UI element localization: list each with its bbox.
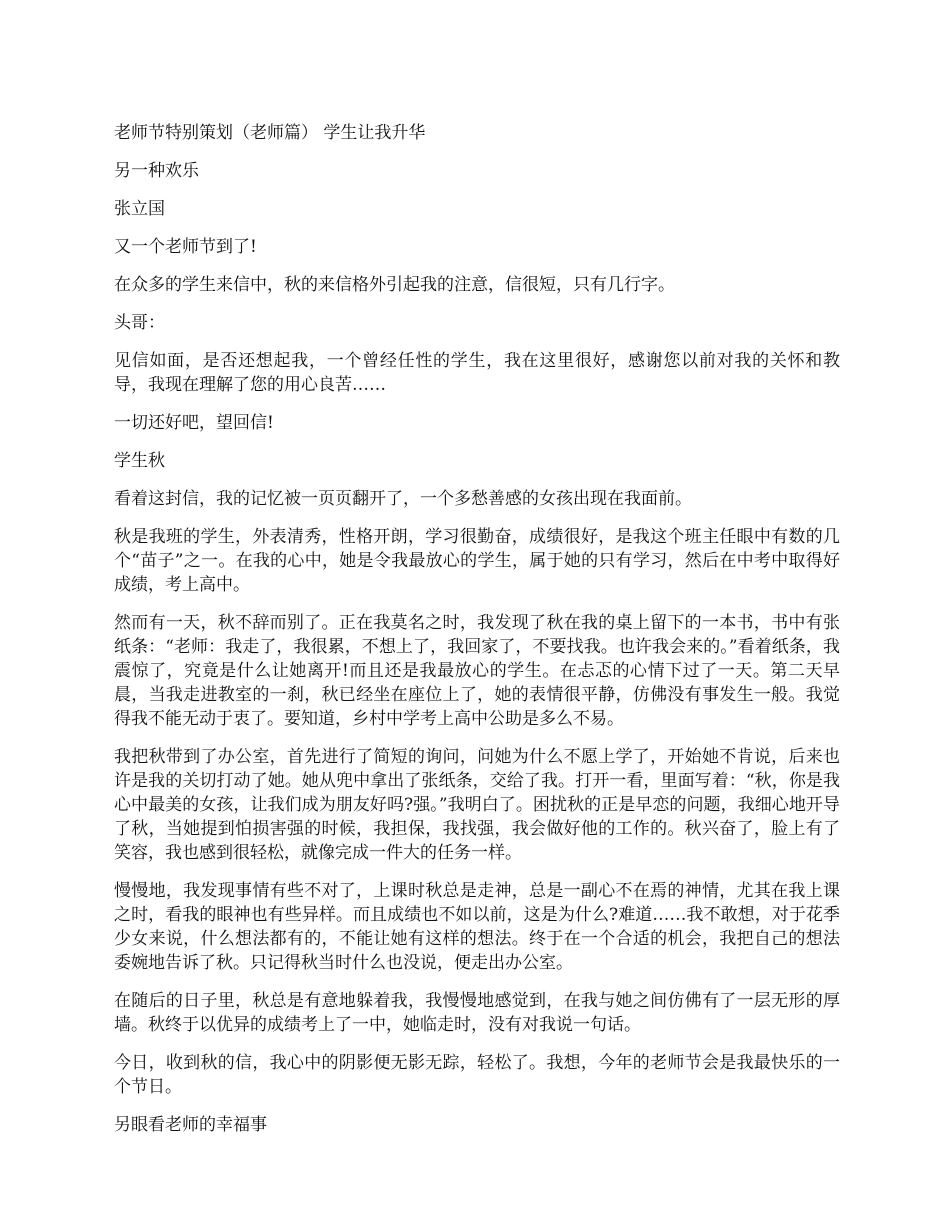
- paragraph: 秋是我班的学生，外表清秀，性格开朗，学习很勤奋，成绩很好，是我这个班主任眼中有数的几个“苗子”之一。在我的心中，她是令我最放心的学生，属于她的只有学习，然后在中考中取得好成绩，考上高中。: [114, 527, 840, 595]
- paragraph: 在随后的日子里，秋总是有意地躲着我，我慢慢地感觉到，在我与她之间仿佛有了一层无形的厚墙。秋终于以优异的成绩考上了一中，她临走时，没有对我说一句话。: [114, 991, 840, 1035]
- letter-signature: 学生秋: [114, 451, 165, 471]
- document-body: [114, 121, 840, 1151]
- article-author: 张立国: [114, 199, 165, 219]
- article-subtitle: 另一种欢乐: [114, 161, 199, 181]
- paragraph: 慢慢地，我发现事情有些不对了，上课时秋总是走神，总是一副心不在焉的神情，尤其在我上课之时，看我的眼神也有些异样。而且成绩也不如以前，这是为什么?难道……我不敢想，对于花季少女来说，什么想法都有的，不能让她有这样的想法。终于在一个合适的机会，我把自己的想法委婉地告诉了秋。只记得秋当时什么也没说，便走出办公室。: [114, 881, 840, 973]
- paragraph: 今日，收到秋的信，我心中的阴影便无影无踪，轻松了。我想，今年的老师节会是我最快乐的一个节日。: [114, 1053, 840, 1097]
- letter-body: 见信如面，是否还想起我，一个曾经任性的学生，我在这里很好，感谢您以前对我的关怀和教导，我现在理解了您的用心良苦……: [114, 351, 840, 395]
- article-title: 老师节特别策划（老师篇） 学生让我升华: [114, 123, 426, 143]
- paragraph: 然而有一天，秋不辞而别了。正在我莫名之时，我发现了秋在我的桌上留下的一本书，书中有张纸条：“老师：我走了，我很累，不想上了，我回家了，不要找我。也许我会来的。”看着纸条，我震惊了，究竟是什么让她离开!而且还是我最放心的学生。在忐忑的心情下过了一天。第二天早晨，当我走进教室的一刹，秋已经坐在座位上了，她的表情很平静，仿佛没有事发生一般。我觉得我不能无动于衷了。要知道，乡村中学考上高中公助是多么不易。: [114, 613, 840, 729]
- paragraph: 看着这封信，我的记忆被一页页翻开了，一个多愁善感的女孩出现在我面前。: [114, 489, 692, 509]
- paragraph: 在众多的学生来信中，秋的来信格外引起我的注意，信很短，只有几行字。: [114, 275, 675, 295]
- paragraph: 又一个老师节到了!: [114, 237, 257, 257]
- letter-salutation: 头哥：: [114, 313, 165, 333]
- section-heading: 另眼看老师的幸福事: [114, 1115, 267, 1135]
- paragraph: 我把秋带到了办公室，首先进行了简短的询问，问她为什么不愿上学了，开始她不肯说，后来也许是我的关切打动了她。她从兜中拿出了张纸条，交给了我。打开一看，里面写着：“秋，你是我心中最美的女孩，让我们成为朋友好吗?强。”我明白了。困扰秋的正是早恋的问题，我细心地开导了秋，当她提到怕损害强的时候，我担保，我找强，我会做好他的工作的。秋兴奋了，脸上有了笑容，我也感到很轻松，就像完成一件大的任务一样。: [114, 747, 840, 863]
- letter-closing: 一切还好吧，望回信!: [114, 413, 274, 433]
